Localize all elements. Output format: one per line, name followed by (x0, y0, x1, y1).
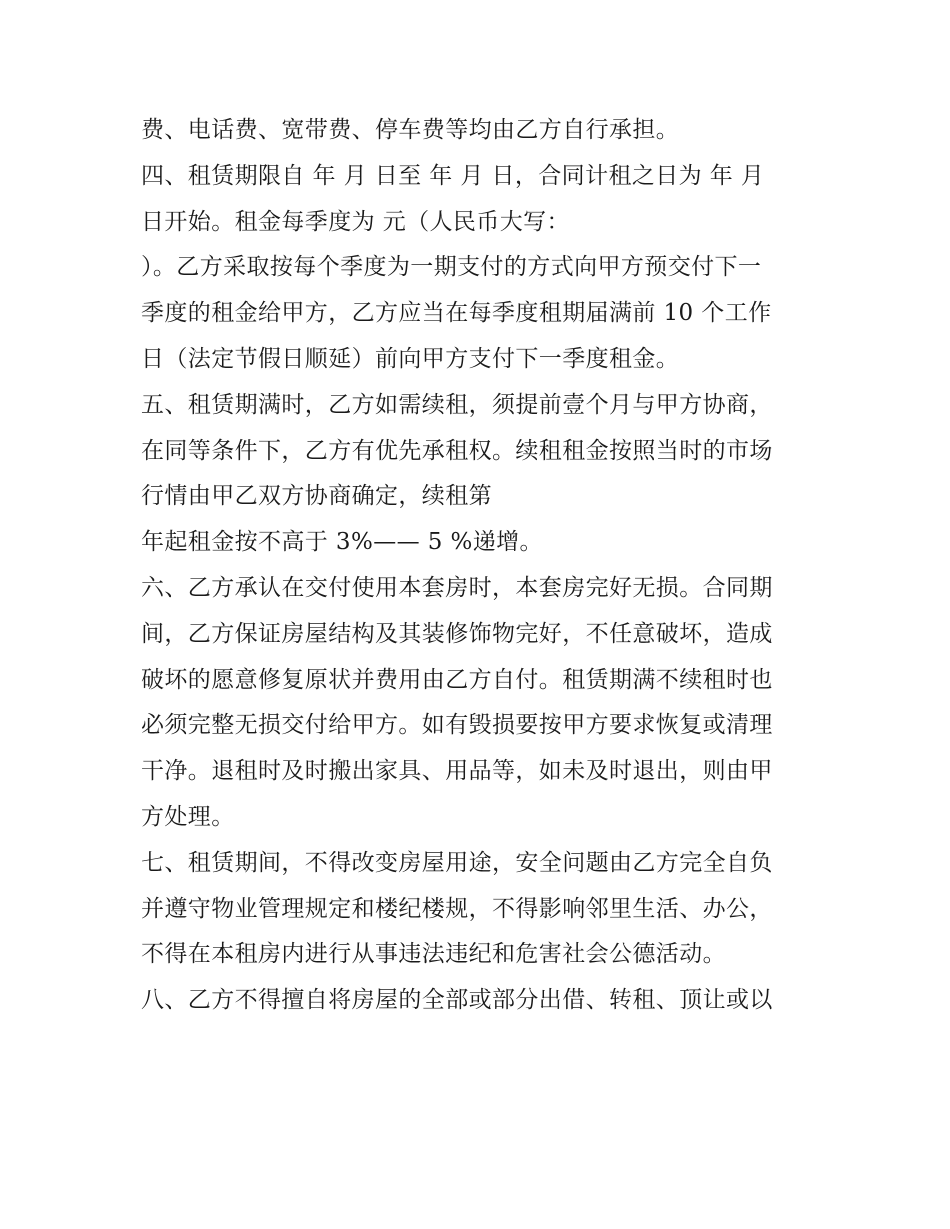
text-line: 方处理。 (141, 803, 235, 830)
text-line: 在同等条件下，乙方有优先承租权。续租租金按照当时的市场 (141, 437, 773, 464)
text-line: 八、乙方不得擅自将房屋的全部或部分出借、转租、顶让或以 (141, 987, 773, 1014)
text-line: 费、电话费、宽带费、停车费等均由乙方自行承担。 (141, 117, 680, 143)
text-line: ）。乙方采取按每个季度为一期支付的方式向甲方预交付下一 (141, 254, 762, 281)
text-line: 干净。退租时及时搬出家具、用品等，如未及时退出，则由甲 (141, 758, 773, 785)
text-line: 并遵守物业管理规定和楼纪楼规，不得影响邻里生活、办公， (141, 895, 773, 922)
document-body (141, 108, 813, 1024)
text-line: 日（法定节假日顺延）前向甲方支付下一季度租金。 (141, 345, 680, 372)
text-line: 间，乙方保证房屋结构及其装修饰物完好，不任意破坏，造成 (141, 620, 773, 647)
text-line: 六、乙方承认在交付使用本套房时，本套房完好无损。合同期 (141, 574, 773, 601)
text-line: 破坏的愿意修复原状并费用由乙方自付。租赁期满不续租时也 (141, 666, 773, 693)
text-line: 五、租赁期满时，乙方如需续租，须提前壹个月与甲方协商， (141, 391, 773, 418)
text-line: 年起租金按不高于 3%—— 5 %递增。 (141, 529, 543, 556)
text-line: 日开始。租金每季度为 元（人民币大写： (141, 208, 570, 235)
text-line: 不得在本租房内进行从事违法违纪和危害社会公德活动。 (141, 941, 726, 968)
text-line: 行情由甲乙双方协商确定，续租第 (141, 483, 492, 510)
text-line: 必须完整无损交付给甲方。如有毁损要按甲方要求恢复或清理 (141, 712, 773, 739)
text-line: 四、租赁期限自 年 月 日至 年 月 日，合同计租之日为 年 月 (141, 162, 765, 189)
text-line: 七、租赁期间，不得改变房屋用途，安全问题由乙方完全自负 (141, 849, 773, 876)
text-line: 季度的租金给甲方，乙方应当在每季度租期届满前 10 个工作 (141, 300, 772, 327)
